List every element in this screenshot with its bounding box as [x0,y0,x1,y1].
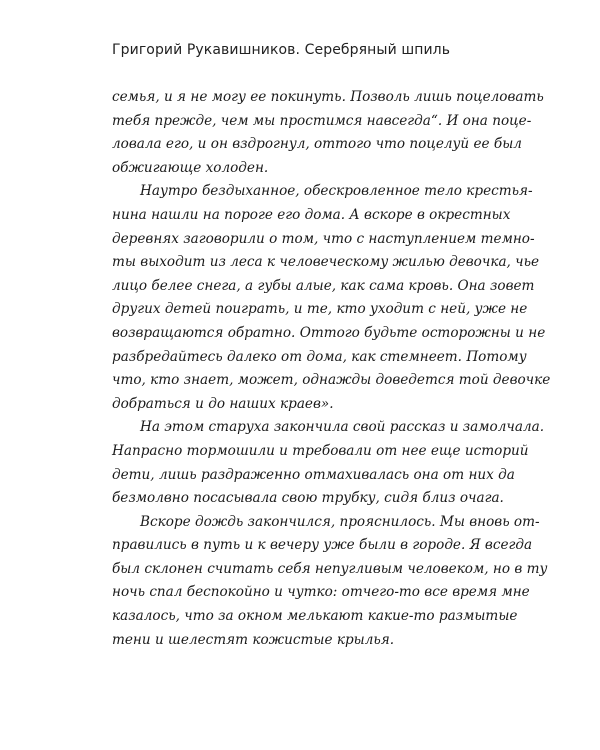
text-line: ты выходит из леса к человеческому жилью девочка, чье [112,254,540,271]
text-line: был склонен считать себя непугливым человеком, но в ту [112,560,548,577]
text-line: добраться и до наших краев». [112,395,334,412]
text-line: правились в путь и к вечеру уже были в городе. Я всегда [112,537,533,554]
text-line: казалось, что за окном мелькают какие-то размытые [112,608,518,625]
text-line: безмолвно посасывала свою трубку, сидя близ очага. [112,490,504,507]
text-line: разбредайтесь далеко от дома, как стемнеет. Потому [112,348,527,365]
text-line: нина нашли на пороге его дома. А вскоре в окрестных [112,206,511,223]
text-line: возвращаются обратно. Оттого будьте осторожны и не [112,324,546,341]
text-line: Вскоре дождь закончился, прояснилось. Мы вновь от- [140,513,540,530]
text-line: лицо белее снега, а губы алые, как сама кровь. Она зовет [112,277,535,294]
text-line: Напрасно тормошили и требовали от нее еще историй [112,442,529,459]
text-line: деревнях заговорили о том, что с наступлением темно- [112,230,535,247]
text-line: тебя прежде, чем мы простимся навсегда“. И она поце- [112,112,532,129]
paragraph [112,416,545,510]
paragraph [112,511,548,653]
paragraph [112,180,551,416]
text-line: обжигающе холоден. [112,159,269,176]
text-line: тени и шелестят кожистые крылья. [112,631,395,648]
text-line: На этом старуха закончила свой рассказ и замолчала. [140,419,545,436]
text-line: дети, лишь раздраженно отмахивалась она от них да [112,466,515,483]
text-line: что, кто знает, может, однажды доведется той девочке [112,372,551,389]
text-line: семья, и я не могу ее покинуть. Позволь лишь поцеловать [112,89,544,105]
paragraph [112,86,544,180]
body-text [112,86,551,652]
text-line: Наутро бездыханное, обескровленное тело крестья- [140,183,533,200]
text-line: ночь спал беспокойно и чутко: отчего-то все время мне [112,584,530,601]
running-head: Григорий Рукавишников. Серебряный шпиль [112,42,451,58]
text-line: других детей поиграть, и те, кто уходит с ней, уже не [112,301,528,318]
text-line: ловала его, и он вздрогнул, оттого что поцелуй ее был [112,136,522,153]
